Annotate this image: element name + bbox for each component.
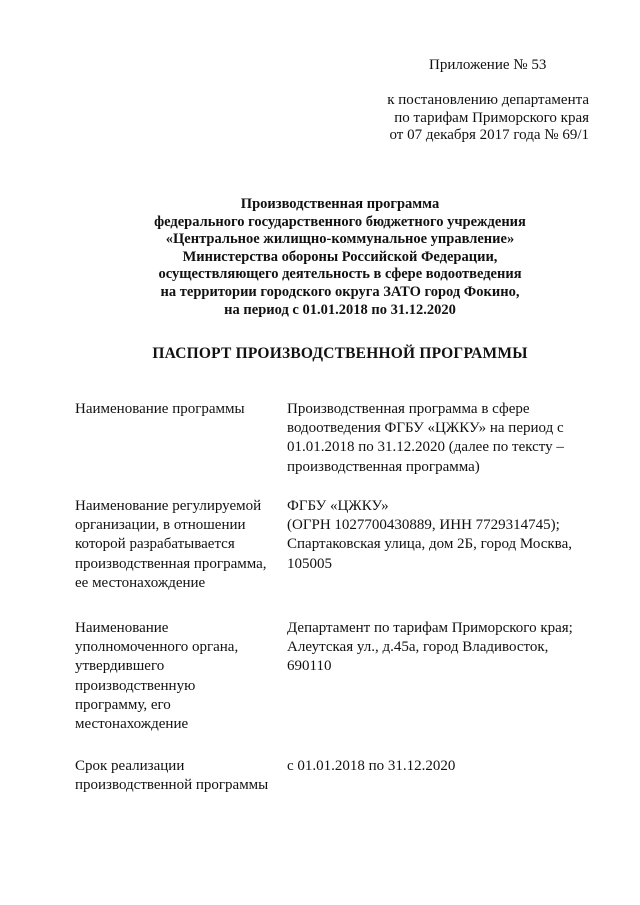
value-line: ФГБУ «ЦЖКУ» [287, 498, 389, 514]
title-line: Производственная программа [240, 196, 440, 212]
title-line: осуществляющего деятельность в сфере водоотведения [158, 266, 522, 283]
label-line: местонахождение [75, 716, 189, 733]
value-line: 105005 [287, 555, 332, 572]
label-line: производственная программа, [75, 555, 267, 572]
label-line: ее местонахождение [75, 574, 206, 591]
label-line: которой разрабатывается [75, 536, 235, 553]
label-line: утвердившего [75, 658, 165, 675]
label-line: Срок реализации [75, 758, 185, 774]
row-label [75, 497, 280, 593]
title-line: федерального государственного бюджетного учреждения [154, 213, 526, 230]
title-line: на период с 01.01.2018 по 31.12.2020 [224, 301, 456, 318]
value-line: Спартаковская улица, дом 2Б, город Москва, [287, 536, 572, 553]
label-line: Наименование [75, 620, 169, 636]
value-line: с 01.01.2018 по 31.12.2020 [287, 758, 456, 774]
label-line: программу, его [75, 696, 171, 713]
label-line: Наименование программы [75, 401, 245, 417]
value-line: водоотведения ФГБУ «ЦЖКУ» на период с [287, 420, 564, 437]
title-line: «Центральное жилищно-коммунальное управление» [165, 231, 515, 248]
appendix-number: Приложение № 53 [429, 57, 547, 73]
label-line: Наименование регулируемой [75, 498, 262, 514]
label-line: производственной программы [75, 777, 269, 794]
value-line: 690110 [287, 658, 332, 675]
value-line: Алеутская ул., д.45а, город Владивосток, [287, 639, 549, 656]
row-value [287, 619, 587, 677]
label-line: организации, в отношении [75, 517, 246, 534]
row-label [75, 619, 280, 734]
row-label [75, 400, 280, 419]
decree-line: к постановлению департамента [387, 92, 589, 108]
title-line: на территории городского округа ЗАТО город Фокино, [160, 283, 520, 300]
value-line: Департамент по тарифам Приморского края; [287, 620, 573, 636]
row-value [287, 757, 587, 776]
document-title [60, 196, 620, 319]
row-label [75, 757, 280, 795]
row-value [287, 400, 587, 477]
value-line: 01.01.2018 по 31.12.2020 (далее по тексту – [287, 439, 564, 456]
label-line: производственную [75, 677, 196, 694]
value-line: (ОГРН 1027700430889, ИНН 7729314745); [287, 517, 560, 534]
decree-line: от 07 декабря 2017 года № 69/1 [389, 127, 589, 143]
decree-line: по тарифам Приморского края [394, 109, 589, 126]
label-line: уполномоченного органа, [75, 639, 239, 656]
passport-heading: ПАСПОРТ ПРОИЗВОДСТВЕННОЙ ПРОГРАММЫ [152, 345, 528, 362]
row-value [287, 497, 587, 574]
title-line: Министерства обороны Российской Федерации, [182, 248, 498, 265]
value-line: производственная программа) [287, 458, 480, 475]
value-line: Производственная программа в сфере [287, 401, 530, 417]
decree-reference [386, 92, 589, 145]
